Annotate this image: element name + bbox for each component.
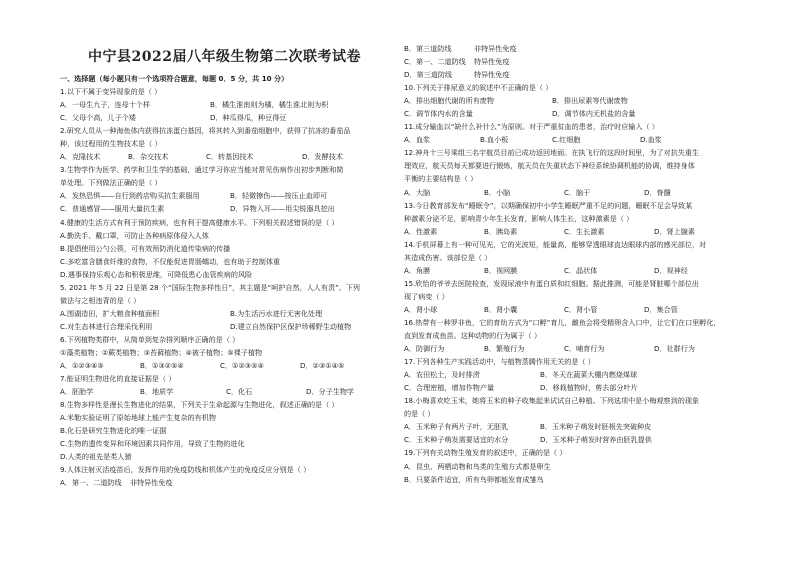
- option-row: [60, 385, 395, 398]
- answer-option: 特异性免疫: [474, 70, 510, 80]
- question-line: ①藻类植物；②蕨类植物；③苔藓植物；④被子植物；⑤裸子植物: [60, 347, 263, 357]
- answer-option: A．肾小球: [404, 304, 438, 314]
- answer-option: D．集合管: [644, 304, 678, 314]
- question-line: 15.欣怡的爷爷去医院检查，发现尿液中有蛋白质和红细胞。据此推测，可能是肾脏哪个部位出: [404, 278, 700, 288]
- answer-option: C．肾小管: [564, 304, 598, 314]
- option-row: [404, 225, 764, 238]
- section-heading: 一、选择题（每小题只有一个选项符合题意，每题 0．5 分，共 10 分）: [60, 74, 289, 83]
- answer-option: D．移栽植物时，剪去部分叶片: [540, 383, 638, 393]
- answer-option: C．父母个高，儿子个矮: [60, 113, 136, 123]
- answer-option: D．肾上腺素: [654, 226, 695, 236]
- answer-option: C.对生态林进行合理采伐利用: [60, 321, 153, 331]
- option-row: [404, 42, 764, 55]
- answer-option: A．克隆技术: [60, 152, 101, 162]
- answer-option: A．排出细胞代谢的所有废物: [404, 96, 494, 106]
- option-row: [404, 342, 764, 355]
- option-row: [60, 98, 395, 111]
- answer-option: B．杂交技术: [128, 152, 169, 162]
- answer-option: C．①②③⑤④: [220, 361, 264, 371]
- question-line: 5. 2021 年 5 月 22 日是第 28 个“国际生物多样性日”，其主题是“呵护自然，人人有责”。下列: [60, 282, 361, 292]
- answer-option: A．大脑: [404, 187, 431, 197]
- question-line: 17.下列各种生产实践活动中，与植物蒸腾作用无关的是（ ）: [404, 357, 595, 367]
- option-row: [404, 264, 764, 277]
- question-line: 13.今日教育部发布“睡眠令”，以期确保初中小学生睡眠严重不足的问题，睡眠不足会导致某: [404, 200, 693, 210]
- answer-option: C．玉米种子萌发需要适宜的水分: [404, 435, 509, 445]
- answer-option: D．发酵技术: [302, 152, 343, 162]
- answer-option: A．胚胎学: [60, 387, 94, 397]
- question-line: 8.生物多样性是漫长生物进化的结果，下列关于生命起源与生物进化，叙述正确的是（ ）: [60, 400, 339, 410]
- question-line: 9.人体注射灭活疫苗后，发挥作用的免疫防线和机体产生的免疫反应分别是（ ）: [60, 465, 311, 475]
- answer-option: B．排出尿素等代谢废物: [552, 96, 628, 106]
- answer-option: D．分子生物学: [306, 387, 355, 397]
- question-line: 3.生物学作为医学、药学和卫生学的基础，通过学习你应当能对常见伤病作出初步判断和简: [60, 165, 344, 175]
- question-line: 其造成伤害。该部位是（ ）: [404, 252, 492, 262]
- question-line: 直到发育成鱼苗。这种动物的行为属于（ ）: [404, 331, 542, 341]
- answer-option: A．防御行为: [404, 344, 445, 354]
- answer-option: C．生长激素: [564, 226, 605, 236]
- answer-option: C．调节体内水的含量: [404, 109, 473, 119]
- option-row: [404, 186, 764, 199]
- question-line: C.生物的遗传变异和环境因素共同作用，导致了生物的进化: [60, 439, 245, 449]
- answer-option: 特异性免疫: [474, 57, 510, 67]
- option-row: [404, 303, 764, 316]
- question-line: 理效应，航天员每天都要进行锻炼，航天员在失重状态下神经系统协调机能的协调，维持身体: [404, 161, 695, 171]
- answer-option: C．哺育行为: [564, 344, 605, 354]
- answer-option: D．视神经: [654, 265, 688, 275]
- answer-option: C．晶状体: [564, 265, 598, 275]
- option-row: [60, 320, 395, 333]
- option-row: [404, 381, 764, 394]
- answer-option: C．脑干: [564, 187, 591, 197]
- option-row: [60, 189, 395, 202]
- option-row: [60, 202, 395, 215]
- answer-option: A．血浆: [404, 135, 431, 145]
- answer-option: B.为生活污水进行无害化处理: [230, 308, 323, 318]
- answer-option: A．农田松土，及时排涝: [404, 370, 480, 380]
- answer-option: A．第一、二道防线: [60, 478, 122, 488]
- question-line: 4.健康的生活方式有利于预防疾病，也有利于提高健康水平。下列相关叙述错误的是（ ）: [60, 217, 339, 227]
- question-line: 的是（ ）: [404, 409, 435, 419]
- question-line: D.人类的祖先是类人猿: [60, 452, 132, 462]
- left-column: [60, 72, 395, 490]
- answer-option: D.血浆: [640, 135, 662, 145]
- question-line: 种，该过程用的生物技术是（ ）: [60, 139, 162, 149]
- answer-option: A.围湖造田，扩大粮食种植面积: [60, 308, 160, 318]
- answer-option: B．繁殖行为: [484, 344, 525, 354]
- question-line: A.勤洗手、戴口罩，可防止各种病原体侵入人体: [60, 230, 209, 240]
- answer-option: C.红细胞: [552, 135, 581, 145]
- question-line: 做法与之相违背的是（ ）: [60, 295, 141, 305]
- option-row: [404, 420, 764, 433]
- answer-option: D．异物入耳——用尖锐器具挖出: [230, 204, 335, 214]
- question-line: A.米勒实验证明了原始地球上能产生复杂的有机物: [60, 413, 216, 423]
- question-line: 1.以下不属于变异现象的是（ ）: [60, 87, 162, 97]
- question-line: 19.下列有关动物生殖发育的叙述中，正确的是（ ）: [404, 448, 567, 458]
- answer-option: D．社群行为: [654, 344, 695, 354]
- answer-option: D．脊髓: [644, 187, 671, 197]
- question-line: D.遇事保持乐观心态和积极思维，可降低患心血管疾病的风险: [60, 269, 253, 279]
- answer-option: C．化石: [226, 387, 253, 397]
- question-line: 11.成分输血以“缺什么补什么”为原则。对于严重贫血的患者，治疗时应输入（ ）: [404, 122, 659, 132]
- answer-option: B．视网膜: [484, 265, 518, 275]
- question-line: 2.研究人员从一种海鱼体内获得抗冻蛋白基因，将其转入到番茄细胞中，获得了抗冻的番茄品: [60, 126, 351, 136]
- question-line: B.提倡使用公勺公筷，可有效预防消化道传染病的传播: [60, 243, 231, 253]
- exam-title: 中宁县2022届八年级生物第二次联考试卷: [88, 49, 361, 65]
- option-row: [60, 359, 395, 372]
- question-line: 18.小梅喜欢吃玉米，她将玉米的种子收集起来试试自己种植。下列选项中是小梅观察到的现象: [404, 396, 700, 406]
- answer-option: 非特异性免疫: [130, 478, 173, 488]
- answer-option: B．玉米种子萌发时胚根先突破种皮: [540, 422, 652, 432]
- answer-option: B．小脑: [484, 187, 511, 197]
- answer-option: B．肾小囊: [484, 304, 518, 314]
- option-row: [404, 133, 764, 146]
- right-column: [404, 42, 764, 486]
- question-line: B．只要条件适宜，所有鸟卵都能发育成雏鸟: [404, 474, 544, 484]
- answer-option: D．第三道防线: [404, 70, 453, 80]
- answer-option: B．冬天在蔬菜大棚内燃烧煤球: [540, 370, 638, 380]
- answer-option: D．种瓜得瓜，种豆得豆: [210, 113, 287, 123]
- answer-option: A．角膜: [404, 265, 431, 275]
- answer-option: A．性激素: [404, 226, 438, 236]
- question-line: 平衡的主要结构是（ ）: [404, 174, 478, 184]
- answer-option: C．第一、二道防线: [404, 57, 466, 67]
- answer-option: A．①②③④⑤: [60, 361, 104, 371]
- answer-option: D.建立自然保护区保护珍稀野生动植物: [230, 321, 352, 331]
- option-row: [60, 111, 395, 124]
- answer-option: A．玉米种子有两片子叶，无胚乳: [404, 422, 509, 432]
- option-row: [404, 55, 764, 68]
- answer-option: B．①③②⑤④: [140, 361, 184, 371]
- option-row: [404, 368, 764, 381]
- question-line: 6.下列植物类群中，从简单到复杂排列顺序正确的是（ ）: [60, 334, 240, 344]
- option-row: [404, 94, 764, 107]
- answer-option: A．一母生九子，连母十个样: [60, 100, 150, 110]
- question-line: 16.热带有一种罗非鱼，它的育幼方式为“口孵”育儿，雌鱼会将受精卵含入口中，让它们在口里孵化，: [404, 317, 721, 327]
- question-line: C.多吃富含膳食纤维的食物，不仅能促进胃肠蠕动，也有助于控制体重: [60, 256, 281, 266]
- answer-option: B．地质学: [140, 387, 174, 397]
- answer-option: B．轻微擦伤——按压止血即可: [230, 191, 328, 201]
- answer-option: B.血小板: [480, 135, 509, 145]
- answer-option: D．调节体内无机盐的含量: [552, 109, 636, 119]
- answer-option: C．转基因技术: [206, 152, 254, 162]
- option-row: [404, 68, 764, 81]
- question-line: 种激素分泌不足，影响青少年生长发育，影响人体生长，这种激素是（ ）: [404, 213, 634, 223]
- question-line: 7.能证明生物进化的直接证据是（ ）: [60, 374, 176, 384]
- question-line: 单处理。下列做法正确的是（ ）: [60, 178, 162, 188]
- option-row: [404, 107, 764, 120]
- answer-option: C．普通感冒——服用大量抗生素: [60, 204, 165, 214]
- option-row: [60, 150, 395, 163]
- answer-option: D．玉米种子萌发时营养由胚乳提供: [540, 435, 652, 445]
- answer-option: D．②③①④⑤: [300, 361, 345, 371]
- answer-option: B．橘生淮南则为橘，橘生淮北则为枳: [210, 100, 329, 110]
- answer-option: 非特异性免疫: [474, 44, 517, 53]
- answer-option: B．胰岛素: [484, 226, 518, 236]
- question-line: A．昆虫、两栖动物和鸟类的生殖方式都是卵生: [404, 461, 551, 471]
- question-line: 14.手机屏幕上有一种可见光，它的光波短，能量高，能够穿透眼球直达眼球内部的感光部位，对: [404, 239, 707, 249]
- question-line: 10.下列关于排尿意义的叙述中不正确的是（ ）: [404, 83, 553, 93]
- option-row: [404, 433, 764, 446]
- answer-option: C．合理密植，增加作物产量: [404, 383, 495, 393]
- question-line: 12.神舟十三号乘组三名宇航员目前已成功返回地面。在执飞行的这段时间里，为了对抗失重生: [404, 148, 700, 158]
- option-row: [60, 307, 395, 320]
- question-line: 现了病变（ ）: [404, 291, 449, 301]
- question-line: B.化石是研究生物进化的唯一证据: [60, 426, 167, 436]
- answer-option: A．发热恐惧——自行到药店购买抗生素服用: [60, 191, 200, 201]
- answer-option: B．第三道防线: [404, 44, 452, 53]
- option-row: [60, 476, 395, 489]
